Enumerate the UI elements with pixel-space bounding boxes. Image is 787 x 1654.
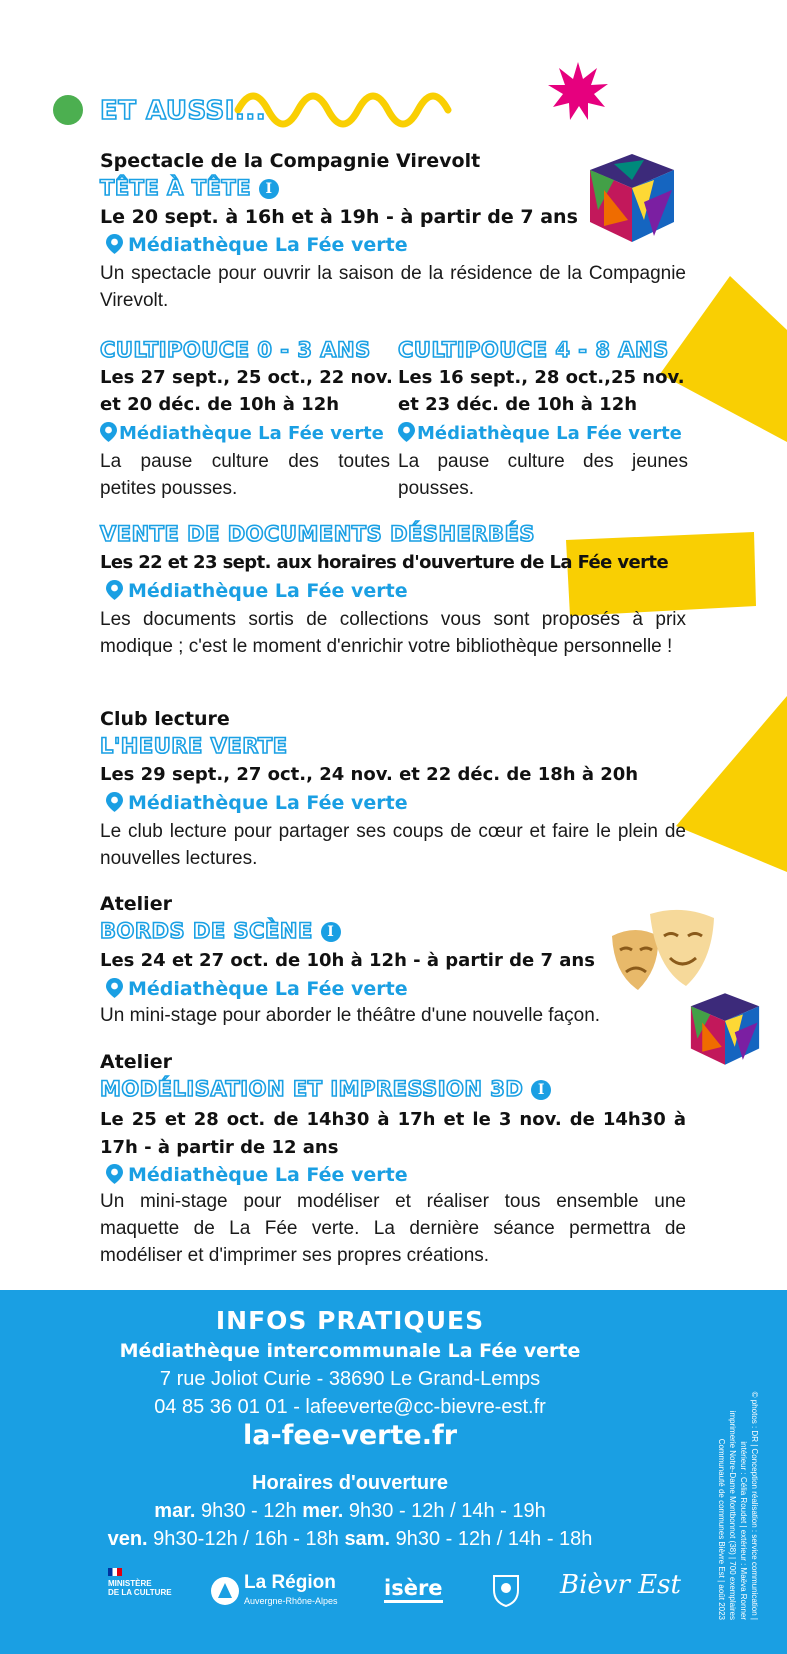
hours-title: Horaires d'ouverture [252, 1472, 448, 1494]
credit-line: Communauté de communes Bièvre Est | août 2023 [717, 1438, 726, 1620]
event-date: et 23 déc. de 10h à 12h [398, 394, 638, 415]
library-address: 7 rue Joliot Curie - 38690 Le Grand-Lemps [159, 1368, 541, 1390]
yellow-shape-bottom-decoration [676, 696, 787, 872]
event-title-text: TÊTE À TÊTE [100, 176, 252, 200]
location-text: Médiathèque La Fée verte [128, 580, 408, 602]
info-icon[interactable]: I [259, 179, 279, 199]
event-location [106, 580, 408, 602]
event-location [100, 422, 384, 444]
credit-line: intérieur : Célia Roudet | extérieur : Maëva Ronner [739, 1441, 748, 1620]
event-description: Les documents sortis de collections vous sont proposés à prix modique ; c'est le moment d'enrichir votre bibliothèque personnelle ! [100, 609, 686, 657]
event-date: Le 20 sept. à 16h et à 19h - à partir de 7 ans [100, 206, 578, 228]
event-title: CULTIPOUCE 4 - 8 ANS [398, 338, 669, 362]
event-description: Un mini-stage pour aborder le théâtre d'une nouvelle façon. [100, 1005, 601, 1026]
credit-line: imprimerie Notre-Dame Montbonnot (38) | 700 exemplaires [728, 1410, 737, 1620]
location-text: Médiathèque La Fée verte [128, 1164, 408, 1186]
location-pin-icon [106, 580, 123, 600]
website-link[interactable]: la-fee-verte.fr [242, 1420, 458, 1451]
location-pin-icon [100, 422, 117, 442]
hours-time: 9h30-12h / 16h - 18h [147, 1528, 345, 1550]
logo-text: La Région [244, 1572, 336, 1593]
event-date: Les 29 sept., 27 oct., 24 nov. et 22 déc. de 18h à 20h [100, 764, 639, 785]
event-description: La pause culture des jeunes pousses. [398, 451, 688, 499]
event-description: Un mini-stage pour modéliser et réaliser tous ensemble une maquette de La Fée verte. La dernière séance permettra de modéliser et d'imprimer ses propres créations. [100, 1191, 686, 1266]
event-title: L'HEURE VERTE [100, 734, 288, 758]
footer-title: INFOS PRATIQUES [215, 1306, 485, 1335]
hours-day: sam. [344, 1528, 391, 1550]
region-logo-icon [210, 1576, 240, 1606]
hours-row [0, 1500, 700, 1523]
event-date: Les 16 sept., 28 oct.,25 nov. [398, 367, 685, 388]
event-date: et 20 déc. de 10h à 12h [100, 394, 340, 415]
location-text: Médiathèque La Fée verte [128, 978, 408, 1000]
hours-time: 9h30 - 12h / 14h - 19h [343, 1500, 546, 1522]
event-date: Les 24 et 27 oct. de 10h à 12h - à partir de 7 ans [100, 950, 595, 971]
hours-time: 9h30 - 12h / 14h - 18h [390, 1528, 593, 1550]
event-location [106, 792, 408, 814]
pink-star-decoration [546, 60, 610, 124]
section-title: ET AUSSI... [100, 96, 267, 126]
green-dot-icon [52, 94, 84, 126]
theatre-masks-illustration [606, 906, 718, 998]
event-title-text: BORDS DE SCÈNE [100, 919, 313, 943]
location-pin-icon [106, 234, 123, 254]
logo-text: Bièvr Est [560, 1570, 681, 1600]
logo-text: isère [384, 1576, 443, 1603]
event-date: Les 27 sept., 25 oct., 22 nov. [100, 367, 393, 388]
event-description: La pause culture des toutes petites pousses. [100, 451, 390, 499]
yellow-wave-decoration [232, 86, 468, 136]
event-subtitle: Atelier [100, 1051, 172, 1073]
logo-text: Auvergne-Rhône-Alpes [244, 1596, 338, 1606]
library-name: Médiathèque intercommunale La Fée verte [119, 1340, 581, 1362]
event-title [100, 176, 279, 200]
hours-row [0, 1528, 700, 1551]
colorful-cube-illustration [584, 150, 680, 246]
event-title [100, 919, 341, 943]
event-date: Le 25 et 28 oct. de 14h30 à 17h et le 3 nov. de 14h30 à 17h - à partir de 12 ans [100, 1109, 686, 1158]
event-description: Le club lecture pour partager ses coups de cœur et faire le plein de nouvelles lectures. [100, 821, 686, 869]
credits-block [698, 1320, 758, 1620]
info-icon[interactable]: I [321, 922, 341, 942]
location-text: Médiathèque La Fée verte [119, 423, 384, 444]
event-title-text: MODÉLISATION ET IMPRESSION 3D [100, 1077, 524, 1101]
event-description: Un spectacle pour ouvrir la saison de la résidence de la Compagnie Virevolt. [100, 263, 686, 311]
event-subtitle: Club lecture [100, 708, 230, 730]
hours-time: 9h30 - 12h [195, 1500, 303, 1522]
hours-day: mer. [302, 1500, 344, 1522]
event-date: Les 22 et 23 sept. aux horaires d'ouverture de La Fée verte [100, 552, 669, 573]
credit-line: © photos : DR | Conception réalisation : service communication | [750, 1391, 759, 1620]
hours-day: mar. [154, 1500, 196, 1522]
location-pin-icon [106, 1164, 123, 1184]
event-location [106, 978, 408, 1000]
location-text: Médiathèque La Fée verte [128, 792, 408, 814]
event-title: CULTIPOUCE 0 - 3 ANS [100, 338, 371, 362]
footer-infos-pratiques [0, 1290, 787, 1654]
logo-text: MINISTÈRE [108, 1579, 152, 1588]
location-text: Médiathèque La Fée verte [417, 423, 682, 444]
location-pin-icon [106, 978, 123, 998]
ministere-culture-logo [108, 1568, 172, 1597]
event-location [398, 422, 682, 444]
coat-of-arms-icon [488, 1572, 524, 1608]
hours-day: ven. [107, 1528, 148, 1550]
logo-text: DE LA CULTURE [108, 1588, 172, 1597]
event-subtitle: Spectacle de la Compagnie Virevolt [100, 150, 481, 172]
event-title [100, 1077, 551, 1101]
info-icon[interactable]: I [531, 1080, 551, 1100]
event-title: VENTE DE DOCUMENTS DÉSHERBÉS [100, 522, 536, 546]
event-subtitle: Atelier [100, 893, 172, 915]
location-pin-icon [106, 792, 123, 812]
isere-logo [384, 1576, 443, 1603]
event-location [106, 1164, 408, 1186]
location-pin-icon [398, 422, 415, 442]
library-contact: 04 85 36 01 01 - lafeeverte@cc-bievre-est.fr [154, 1396, 546, 1418]
event-location [106, 234, 408, 256]
colorful-cube-small-illustration [686, 990, 764, 1068]
bievre-est-logo [560, 1570, 681, 1600]
location-text: Médiathèque La Fée verte [128, 234, 408, 256]
